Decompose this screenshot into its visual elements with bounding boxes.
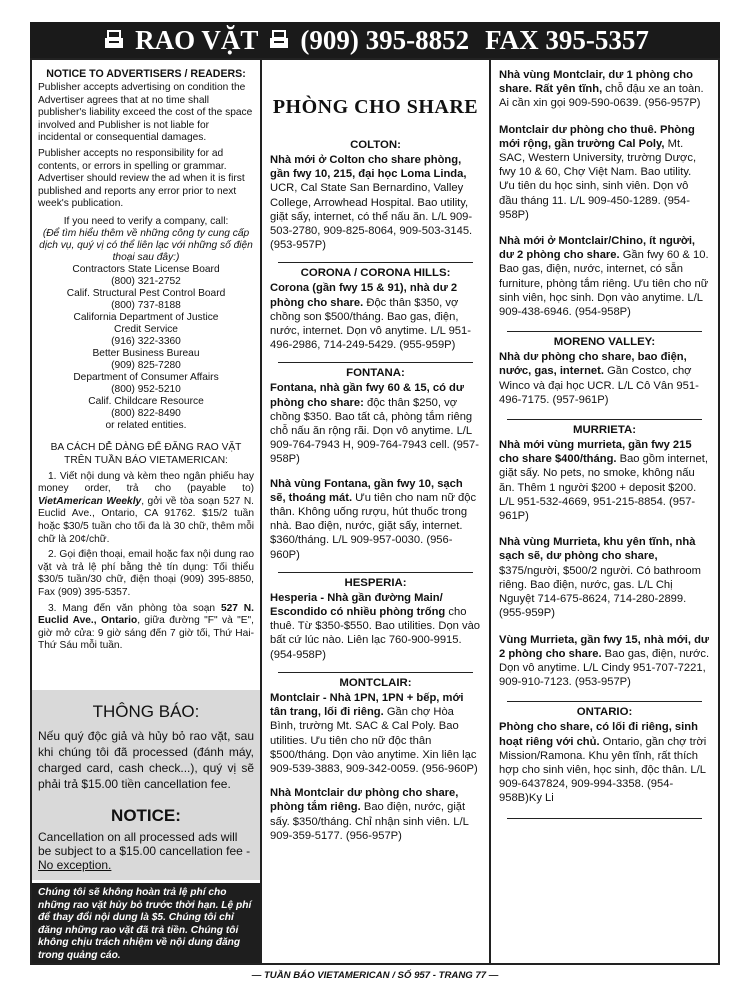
page-header — [30, 22, 720, 58]
verify-intro: If you need to verify a company, call: — [63, 216, 229, 228]
step-1: 1. Viết nội dung và kèm theo ngân phiếu hay money order, trả cho (payable to) VietAmerican Weekly, gởi về tòa soạn 527 N. Euclid Ave., Ontario, CA 91762. $15/2 tuần hoặc $30/5 tuần cho tối đa là 30 chữ, thêm mỗi chữ là 20¢/chữ. — [38, 470, 255, 545]
contact-line: (800) 737-8188 — [111, 300, 181, 312]
notice-title: NOTICE TO ADVERTISERS / READERS: — [46, 68, 246, 80]
listing-ad: Nhà Montclair dư phòng cho share, phòng tắm riêng. Bao điện, nước, giặt sấy. $350/tháng. Chỉ nhận sinh viên. L/L 909-359-5177. (956-957P) — [270, 787, 469, 842]
contact-line: or related entities. — [105, 420, 187, 432]
section-heading: CORONA / CORONA HILLS: — [300, 267, 451, 280]
section-divider — [278, 362, 473, 363]
listing-ad: Nhà dư phòng cho share, bao điện, nước, gas, internet. Gần Costco, chợ Winco và đại học UCR. L/L Cô Vân 951-496-7175. (957-961P) — [499, 351, 699, 406]
listing-ad: Fontana, nhà gần fwy 60 & 15, có dư phòng cho share: độc thân $250, vợ chồng $350. Bao tất cả, phòng tắm riêng chỗ nấu ăn rộng rãi. Dọn vô anytime. L/L 909-764-7943 H, 909-764-7943 cell. (957-958P) — [270, 382, 479, 466]
thongbao-title: THÔNG BÁO: — [92, 702, 200, 721]
listing-ad: Nhà vùng Fontana, gần fwy 10, sạch sẽ, thoáng mát. Ưu tiên cho nam nữ độc thân. Không uống rượu, hút thuốc trong nhà. Bao điện, nước, giặt sấy, internet. $360/tháng. L/L 909-957-0030. (956-960P) — [270, 477, 477, 561]
notice-cancel-text: Cancellation on all processed ads will be subject to a $15.00 cancellation fee - No exception. — [38, 830, 251, 872]
column-notices — [32, 60, 262, 963]
listing-ad: Vùng Murrieta, gần fwy 15, nhà mới, dư 2 phòng cho share. Bao gas, điện, nước. Dọn vô anytime. L/L Cindy 951-707-7221, 909-910-7123. (953-957P) — [499, 633, 710, 689]
section-heading: MORENO VALLEY: — [553, 336, 656, 349]
listing-ad: Hesperia - Nhà gần đường Main/ Escondido có nhiều phòng trống cho thuê. Từ $350-$550. Bao utilities. Dọn vào bất cứ lúc nào. Liên lạc 760-900-9915. (954-958P) — [270, 591, 481, 661]
section-heading: MONTCLAIR: — [339, 676, 412, 689]
listing-ad: Montclair - Nhà 1PN, 1PN + bếp, mới tân trang, lối đi riêng. Gần chợ Hòa Bình, trường Mt. SAC & Cal Poly. Bao utilities. Ưu tiên cho nữ độc thân $500/tháng. Dọn vào anytime. Xin liên lạc 909-539-3883, 909-342-0059. (956-960P) — [270, 691, 478, 775]
header-phone: (909) 395-8852 — [300, 24, 470, 55]
contact-line: Better Business Bureau — [92, 348, 200, 360]
contact-line: (909) 825-7280 — [111, 360, 181, 372]
section-divider — [507, 818, 702, 819]
contact-line: California Department of Justice — [73, 312, 219, 324]
category-title: PHÒNG CHO SHARE — [272, 96, 479, 118]
section-heading: MURRIETA: — [572, 424, 637, 437]
section-divider — [278, 572, 473, 573]
header-fax: FAX 395-5357 — [485, 24, 649, 55]
section-divider — [278, 672, 473, 673]
contact-line: (800) 822-8490 — [111, 408, 181, 420]
section-divider — [507, 419, 702, 420]
fax-machine-icon — [103, 29, 125, 51]
listing-ad: Corona (gần fwy 15 & 91), nhà dư 2 phòng cho share. Độc thân $350, vợ chồng son $500/tháng. Bao gas, điện, nước, internet. Dọn vô anytime. L/L 951-496-2986, 714-249-5429. (955-959P) — [270, 282, 471, 352]
classifieds-frame — [30, 58, 720, 965]
listing-ad: Nhà mới vùng murrieta, gần fwy 215 cho share $400/tháng. Bao gồm internet, giặt sấy. No pets, no smoke, không nấu ăn. Thêm 1 người $200 + deposit $200. L/L 951-532-4669, 951-215-8854. (957-961P) — [499, 439, 708, 523]
notice-cancel-title: NOTICE: — [111, 806, 181, 825]
section-heading: HESPERIA: — [344, 576, 407, 589]
contact-line: Calif. Childcare Resource — [88, 396, 204, 408]
column-listings-2 — [491, 60, 718, 963]
section-divider — [507, 701, 702, 702]
thongbao-text: Nếu quý độc giả và hủy bỏ rao vặt, sau khi chúng tôi đã processed (đánh máy, charged card, cash check...), quý vị sẽ phải trả $15.00 tiền cancellation fee. — [38, 729, 254, 791]
contact-line: (800) 321-2752 — [111, 276, 181, 288]
listing-ad: Nhà mới ở Colton cho share phòng, gần fwy 10, 215, đại học Loma Linda, UCR, Cal State San Bernardino, Valley College, Arrowhead Hospital. Bao utility, giặt sấy, internet, có thể nấu ăn. L/L 909-503-2780, 909-825-8064, 909-503-3145. (953-957P) — [270, 154, 473, 252]
section-heading: FONTANA: — [346, 367, 405, 380]
contact-line: (916) 322-3360 — [111, 336, 181, 348]
step-3: 3. Mang đến văn phòng tòa soạn 527 N. Euclid Ave., Ontario, giữa đường "F" và "E", giờ mở cửa: 9 giờ sáng đến 7 giờ tối, Thứ Hai-Thứ Sáu mỗi tuần. — [38, 602, 255, 652]
verify-company-block — [38, 216, 254, 432]
listing-ad: Nhà mới ở Montclair/Chino, ít người, dư 2 phòng cho share. Gần fwy 60 & 10. Bao gas, điện, nước, internet, có sẵn furniture, phòng tắm riêng. Ưu tiên cho nữ sinh viên, học sinh. Dọn vào anytime. L/L 909-438-6946. (954-958P) — [499, 235, 709, 319]
contact-line: Department of Consumer Affairs — [73, 372, 219, 384]
contact-line: Credit Service — [114, 324, 178, 336]
contact-line: Contractors State License Board — [72, 264, 220, 276]
column-listings-1 — [262, 60, 491, 963]
refund-policy-box: Chúng tôi sẽ không hoàn trả lệ phí cho những rao vặt hủy bỏ trước thời hạn. Lệ phí để thay đổi nội dung là $5. Chúng tôi chỉ đăng những rao vặt đã trả tiền. Chúng tôi không chịu trách nhiệm về nội dung đăng trong quảng cáo. — [32, 883, 260, 963]
contact-line: (800) 952-5210 — [111, 384, 181, 396]
listing-ad: Phòng cho share, có lối đi riêng, sinh hoạt riêng với chủ. Ontario, gần chợ trời Mission/Ramona. Khu yên tĩnh, rất thích hợp cho sinh viên, học sinh, độc thân. L/L 909-6437824, 909-994-3358. (954-958B)Ky Li — [499, 721, 707, 805]
notice-paragraph: Publisher accepts no responsibility for ad contents, or errors in spelling or grammar. Advertiser should review the ad when it is first published and reports any error prior to next week's publication. — [38, 148, 245, 210]
listing-ad: Nhà vùng Montclair, dư 1 phòng cho share. Rất yên tĩnh, chỗ đậu xe an toàn. Ai cần xin gọi 909-590-0639. (956-957P) — [499, 69, 704, 110]
section-heading: COLTON: — [350, 139, 401, 151]
notice-paragraph: Publisher accepts advertising on condition the Advertiser agrees that at no time shall publisher's liability exceed the cost of the space involved and Publisher is not liable for incidental or consequential damages. — [38, 82, 253, 144]
fax-machine-icon — [268, 29, 290, 51]
section-divider — [278, 262, 473, 263]
step-2: 2. Gọi điện thoại, email hoặc fax nội dung rao vặt và trả lệ phí bằng thẻ tín dụng: Tối thiểu $30/5 tuần/30 chữ, điện thoại (909) 395-8850, Fax (909) 395-5357. — [38, 549, 254, 598]
header-title: RAO VẶT — [135, 24, 259, 55]
section-heading: ONTARIO: — [576, 706, 633, 719]
how-to-post-block — [38, 442, 254, 653]
cancellation-notice-box — [32, 690, 260, 880]
contact-line: Calif. Structural Pest Control Board — [66, 288, 226, 300]
steps-title: BA CÁCH DỄ DÀNG ĐỂ ĐĂNG RAO VẶT TRÊN TUẦN BÁO VIETAMERICAN: — [50, 442, 242, 467]
listing-ad: Montclair dư phòng cho thuê. Phòng mới rộng, gần trường Cal Poly, Mt. SAC, Western University, trường Dược, fwy 10 & 60, Chợ Việt Nam. Bao utility. Ưu tiên du học sinh, sinh viên. Dọn vô đầu tháng 11. L/L 909-450-1289. (954-958P) — [499, 123, 697, 221]
section-divider — [507, 331, 702, 332]
listing-ad: Nhà vùng Murrieta, khu yên tĩnh, nhà sạch sẽ, dư phòng cho share, $375/người, $500/2 người. Có bathroom riêng. Bao điện, nước, gas. L/L Chị Nguyệt 714-675-8624, 714-280-2899. (955-959P) — [499, 536, 701, 620]
page-footer: — TUẦN BÁO VIETAMERICAN / SỐ 957 - TRANG 77 — — [251, 970, 499, 981]
verify-vietnamese: (Để tìm hiểu thêm về những công ty cung cấp dịch vụ, quý vị có thể liên lạc với những số điện thoại sau đây:) — [39, 228, 253, 264]
